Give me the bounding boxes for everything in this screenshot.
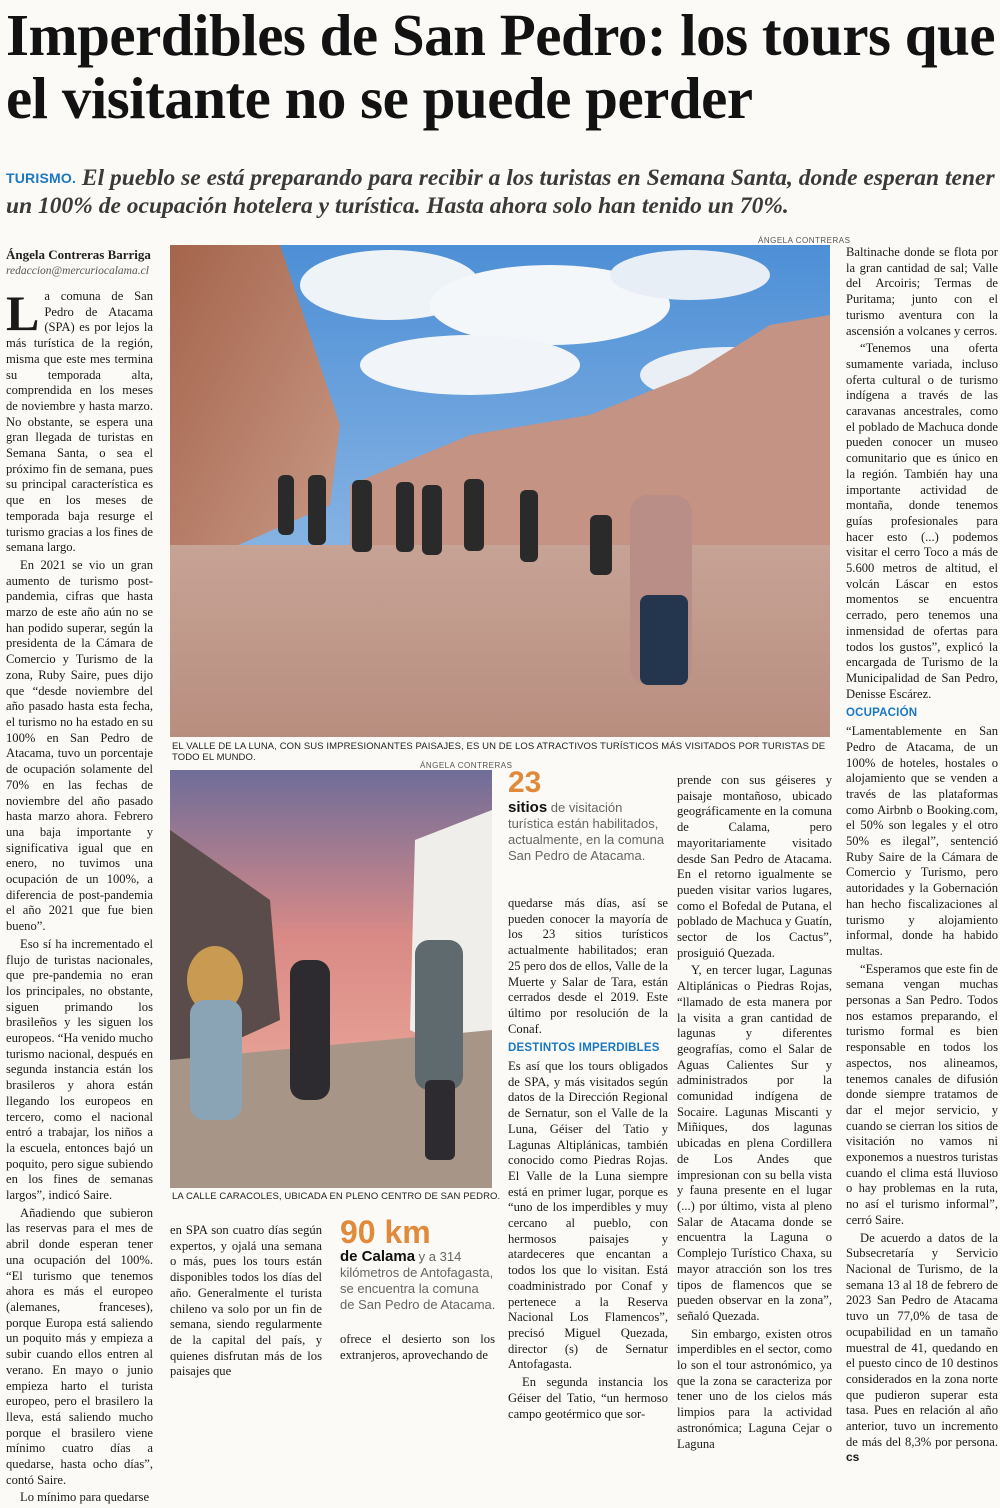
photo-illustration bbox=[170, 770, 492, 1188]
photo-caption: LA CALLE CARACOLES, UBICADA EN PLENO CENTRO DE SAN PEDRO. bbox=[172, 1191, 501, 1202]
paragraph: prende con sus géiseres y paisaje montañoso, ubicado geográficamente en la comuna de Calama, pero mayoritariamente visitado desde San Pedro de Atacama. En el retorno igualmente se pueden visitar varios lugares, como el Bofedal de Putana, el poblado de Machuca y Guatín, sector de los Cactus”, prosiguió Quezada. bbox=[677, 773, 832, 960]
column-2b bbox=[340, 1332, 495, 1365]
paragraph: Lo mínimo para quedarse bbox=[20, 1490, 150, 1505]
paragraph: Y, en tercer lugar, Lagunas Altiplánicas o Piedras Rojas, “llamado de esta manera por la visita a gran cantidad de lagunas y diferentes geografías, como el Salar de Aguas Calientes Sur y administrados por la comunidad indígena de Socaire. Lagunas Miscanti y Miñiques, dos lagunas ubicadas en plena Cordillera de Los Andes que impresionan con su bella vista y fauna presente en el lugar (...) por último, vista al pleno Salar de Atacama donde se encuentra la Laguna o Complejo Turístico Chaxa, su mayor atracción son los tres tipos de flamencos que se pueden observar en la zona”, señaló Quezada. bbox=[677, 963, 832, 1323]
valle-de-la-luna-photo bbox=[170, 245, 830, 737]
paragraph: “Esperamos que este fin de semana vengan muchas personas a San Pedro. Todos nos estamos preparando, el turismo formal es bien responsable en todos los aspectos, nos alineamos, tenemos canales de difusión donde siempre tratamos de dar el mejor servicio, y cuando se cierran los sitios de visitación no vamos ni exponemos a nuestros turistas cuando el clima está lluvioso o hay problemas en la ruta, no así el turismo informal”, cerró Saire. bbox=[846, 961, 998, 1227]
photo-illustration bbox=[170, 245, 830, 737]
paragraph: La comuna de San Pedro de Atacama (SPA) es por lejos la más turística de la región, misma que este mes termina su temporada alta, comprendida en los meses de noviembre y hasta marzo. No obstante, se espera una gran llegada de turistas en Semana Santa, o sea el próximo fin de semana, pues su principal característica es que en los meses de temporada baja resurge el turismo gracias a los fines de semana largo. bbox=[6, 285, 153, 555]
column-5 bbox=[846, 245, 998, 1468]
section-heading: DESTINTOS IMPERDIBLES bbox=[508, 1042, 660, 1055]
lead-text: El pueblo se está preparando para recibir a los turistas en Semana Santa, donde esperan tener un 100% de ocupación hotelera y turística. Hasta ahora solo han tenido un 70%. bbox=[6, 165, 995, 219]
headline: Imperdibles de San Pedro: los tours que el visitante no se puede perder bbox=[6, 2, 996, 131]
paragraph: Sin embargo, existen otros imperdibles en el sector, como lo son el tour astronómico, ya que la zona se caracteriza por tener uno de los cielos más limpios para la actividad astronómica; Laguna Cejar o Laguna bbox=[677, 1326, 832, 1451]
paragraph: En segunda instancia los Géiser del Tatio, “un hermoso campo geotérmico que sor- bbox=[508, 1375, 668, 1421]
stat-box-sites bbox=[508, 766, 668, 864]
calle-caracoles-photo bbox=[170, 770, 492, 1188]
paragraph: De acuerdo a datos de la Subsecretaría y Servicio Nacional de Turismo, de la semana 13 al 18 de febrero de 2023 San Pedro de Atacama tuvo un 77,0% de tasa de ocupabilidad en un tamaño muestral de 41, quedando en el puesto cinco de 10 destinos considerados en la zona norte que pudieron superar esta tasa. Pues en relación al año anterior, tuvo un incremento de más del 8,3% por persona. cs bbox=[846, 1230, 998, 1465]
lead-paragraph bbox=[6, 164, 996, 220]
end-mark: cs bbox=[846, 1450, 860, 1465]
column-1 bbox=[6, 285, 153, 1508]
photo-credit: ÁNGELA CONTRERAS bbox=[758, 236, 851, 245]
paragraph: en SPA son cuatro días según expertos, y ojalá una semana o más, pues los tours están disponibles todos los días del año. Generalmente el turista chileno va solo por un fin de semana, siendo regularmente de la capital del país, y quienes disfrutan más de los paisajes que bbox=[170, 1223, 322, 1379]
paragraph: Eso sí ha incrementado el flujo de turistas nacionales, que pre-pandemia no eran los principales, no obstante, siguen primando los brasileños y les siguen los europeos. “Ha venido mucho turismo nacional, después en segunda instancia están los brasileros y ahora están llegando los europeos en tercero, como el nacional entró a trabajar, los niños a la escuela, entonces bajó un poquito, pero sigue subiendo en los fines de semanas largos”, indicó Saire. bbox=[6, 936, 153, 1203]
stat-text: de Calama y a 314 kilómetros de Antofagasta, se encuentra la comuna de San Pedro de Atacama. bbox=[340, 1248, 496, 1312]
stat-number: 90 km bbox=[340, 1214, 431, 1250]
column-3 bbox=[508, 896, 668, 1424]
section-kicker: TURISMO. bbox=[6, 170, 77, 186]
drop-cap: L bbox=[6, 285, 40, 341]
paragraph: ofrece el desierto son los extranjeros, aprovechando de bbox=[340, 1332, 495, 1362]
author-name: Ángela Contreras Barriga bbox=[6, 247, 151, 262]
paragraph: “Lamentablemente en San Pedro de Atacama, de un 100% de hoteles, hostales o alojamiento que se venden a través de las plataformas como Airbnb o Booking.com, el 50% son legales y el otro 50% es ilegal”, sentenció Ruby Saire de la Cámara de Comercio y Turismo, pero autoridades y la Gobernación han hecho fiscalizaciones al turismo y alojamiento informal, donde ha habido multas. bbox=[846, 724, 998, 958]
stat-number: 23 bbox=[508, 766, 542, 799]
paragraph: “Tenemos una oferta sumamente variada, incluso oferta cultural o de turismo indígena a través de las caravanas ancestrales, como el poblado de Machuca donde pueden conocer un museo comunitario que es único en la región. También hay una importante actividad de montaña, donde tenemos guías profesionales para hacer esto (...) podemos visitar el cerro Toco a más de 5.600 metros de altitud, el volcán Láscar en estos momentos se encuentra cerrado, pero tenemos una inmensidad de ofertas para todos los gustos”, explicó la encargada de Turismo de la Municipalidad de San Pedro, Denisse Escárez. bbox=[846, 341, 998, 701]
author-email: redaccion@mercuriocalama.cl bbox=[6, 265, 149, 277]
photo-credit: ÁNGELA CONTRERAS bbox=[420, 761, 513, 770]
section-heading: OCUPACIÓN bbox=[846, 707, 918, 720]
column-4 bbox=[677, 773, 832, 1454]
paragraph: Es así que los tours obligados de SPA, y más visitados según datos de la Dirección Regional de Sernatur, son el Valle de la Luna, Géiser del Tatio y Lagunas Altiplánicas, también conocido como Piedras Rojas. El Valle de la Luna siempre está en primer lugar, porque es “uno de los imperdibles y muy cercano al pueblo, con hermosos paisajes y atardeceres que encantan a todos los que lo visitan. Está coadministrado por Conaf y pertenece a la Reserva Nacional Los Flamencos”, precisó Miguel Quezada, director (s) de Sernatur Antofagasta. bbox=[508, 1059, 668, 1372]
photo-caption: EL VALLE DE LA LUNA, CON SUS IMPRESIONANTES PAISAJES, ES UN DE LOS ATRACTIVOS TURÍSTICOS MÁS VISITADOS POR TURISTAS DE TODO EL MUNDO. bbox=[172, 741, 826, 763]
column-2 bbox=[170, 1223, 322, 1382]
paragraph: En 2021 se vio un gran aumento de turismo post-pandemia, cifras que hasta marzo de este año aún no se han podido superar, según la presidenta de la Cámara de Comercio y Turismo de la zona, Ruby Saire, pues dijo que “desde noviembre del año pasado hasta esta fecha, el turismo no ha estado en su 100% en San Pedro de Atacama, tuvo un porcentaje de ocupación solamente del 70% en las fechas de noviembre del año pasado hasta marzo ahora. Febrero una baja importante y significativa igual que en enero, no tuvimos una ocupación de un 100%, a diferencia de post-pandemia el año 2021 que fue bien bueno”. bbox=[6, 557, 153, 934]
paragraph: Baltinache donde se flota por la gran cantidad de sal; Valle del Arcoiris; Termas de Puritama; junto con el turismo aventura con la ascensión a volcanes y cerros. bbox=[846, 245, 998, 338]
paragraph: Añadiendo que subieron las reservas para el mes de abril donde esperan tener una ocupación del 100%. “El turismo que tenemos ahora es más el europeo (alemanes, franceses), porque Europa está saliendo un poquito más y empieza a subir cuando ellos entren al verano. En mayo o junio empieza harto el turista europeo, pero el brasilero la lleva, está saliendo mucho porque el brasilero viene mínimo cuatro días a quedarse, hasta ocho días”, contó Saire. bbox=[6, 1205, 153, 1487]
paragraph: quedarse más días, así se pueden conocer la mayoría de los 23 sitios turísticos actualmente habilitados; eran 25 pero dos de ellos, Valle de la Muerte y Salar de Tara, están cerrados desde el 2019. Este último por resolución de la Conaf. bbox=[508, 896, 668, 1036]
stat-box-distance bbox=[340, 1215, 496, 1313]
stat-text: sitios de visitación turística están habilitados, actualmente, en la comuna San Pedro de Atacama. bbox=[508, 799, 665, 863]
